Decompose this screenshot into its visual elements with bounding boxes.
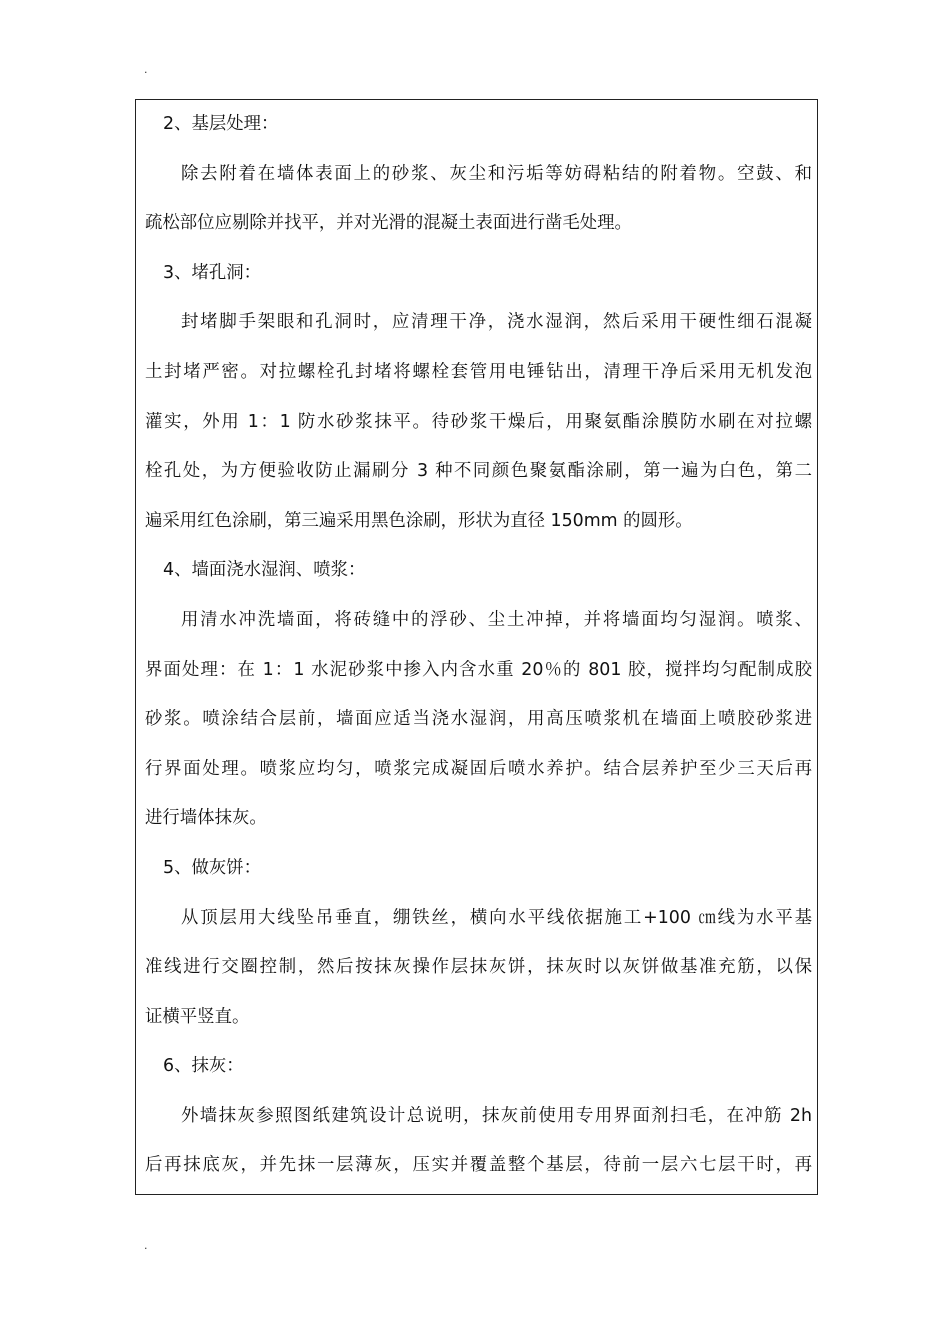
paragraph-line: 用清水冲洗墙面，将砖缝中的浮砂、尘土冲掉，并将墙面均匀湿润。喷浆、 [181,609,812,630]
paragraph-line: 封堵脚手架眼和孔洞时，应清理干净，浇水湿润，然后采用干硬性细石混凝 [181,312,812,333]
section-heading: 5、做灰饼： [163,857,262,878]
paragraph-line: 灌实，外用 1：1 防水砂浆抹平。待砂浆干燥后，用聚氨酯涂膜防水刷在对拉螺 [145,411,812,432]
document-body [145,100,812,1191]
section-heading: 6、抹灰： [163,1056,244,1077]
paragraph-line: 界面处理：在 1：1 水泥砂浆中掺入内含水重 20％的 801 胶，搅拌均匀配制成胶 [145,659,812,680]
paragraph-line: 从顶层用大线坠吊垂直，绷铁丝，横向水平线依据施工+100 ㎝线为水平基 [181,907,812,928]
section-heading: 2、基层处理： [163,114,279,134]
paragraph-line: 准线进行交圈控制，然后按抹灰操作层抹灰饼，抹灰时以灰饼做基准充筋，以保 [145,957,812,978]
paragraph-line: 证横平竖直。 [145,1006,250,1027]
document-table-cell [135,99,818,1195]
paragraph-line: 土封堵严密。对拉螺栓孔封堵将螺栓套管用电锤钻出，清理干净后采用无机发泡 [145,361,812,382]
page-bottom-mark: . [144,1239,148,1252]
paragraph-line: 砂浆。喷涂结合层前，墙面应适当浇水湿润，用高压喷浆机在墙面上喷胶砂浆进 [145,709,812,730]
paragraph-line: 行界面处理。喷浆应均匀，喷浆完成凝固后喷水养护。结合层养护至少三天后再 [145,758,812,779]
paragraph-line: 遍采用红色涂刷，第三遍采用黑色涂刷，形状为直径 150mm 的圆形。 [145,510,693,531]
section-heading: 4、墙面浇水湿润、喷浆： [163,560,366,581]
paragraph-line: 疏松部位应剔除并找平，并对光滑的混凝土表面进行凿毛处理。 [145,213,632,234]
paragraph-line: 外墙抹灰参照图纸建筑设计总说明，抹灰前使用专用界面剂扫毛，在冲筋 2h [181,1105,812,1126]
section-heading: 3、堵孔洞： [163,262,262,283]
paragraph-line: 除去附着在墙体表面上的砂浆、灰尘和污垢等妨碍粘结的附着物。空鼓、和 [181,163,812,184]
paragraph-line: 后再抹底灰，并先抹一层薄灰，压实并覆盖整个基层，待前一层六七层干时，再 [145,1155,812,1176]
paragraph-line: 栓孔处，为方便验收防止漏刷分 3 种不同颜色聚氨酯涂刷，第一遍为白色，第二 [145,461,812,482]
page-top-mark: . [144,63,148,76]
paragraph-line: 进行墙体抹灰。 [145,808,267,829]
